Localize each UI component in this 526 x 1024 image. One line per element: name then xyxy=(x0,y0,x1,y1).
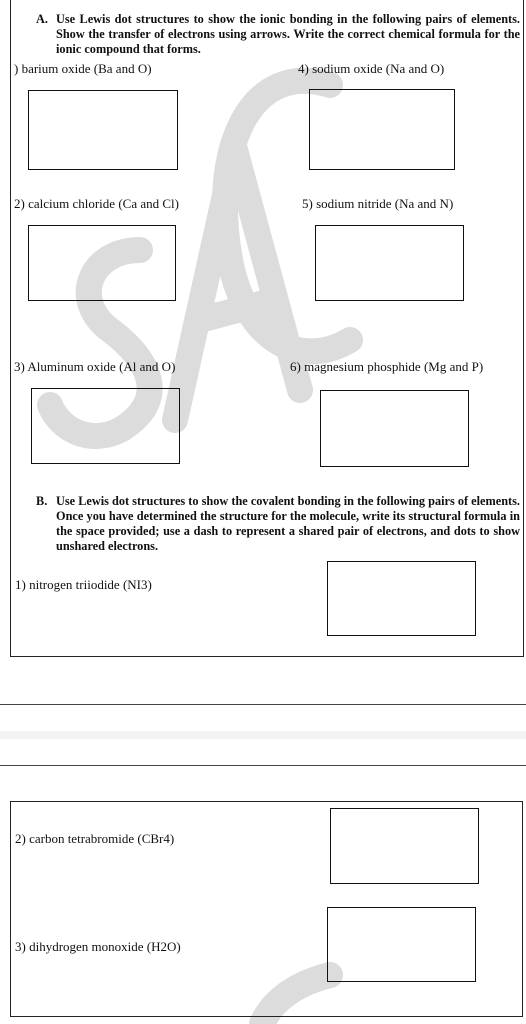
item-magnesium-phosphide-label: 6) magnesium phosphide (Mg and P) xyxy=(290,359,484,374)
section-a-instruction xyxy=(36,12,520,57)
section-b-text: Use Lewis dot structures to show the covalent bonding in the following pairs of elements. Once you have determined the structure for the molecule, write its structural formula in the space provided; use a dash to represent a shared pair of electrons, and dots to show unshared electrons. xyxy=(56,494,520,553)
page-gap xyxy=(0,731,526,739)
section-b-letter: B. xyxy=(36,494,48,508)
section-a-text: Use Lewis dot structures to show the ionic bonding in the following pairs of elements. Show the transfer of electrons using arrows. Write the correct chemical formula for the ionic compound that forms. xyxy=(56,12,520,56)
answer-box-dihydrogen-monoxide[interactable] xyxy=(327,907,476,982)
page-separator-bottom xyxy=(0,765,526,766)
item-aluminum-oxide-label: 3) Aluminum oxide (Al and O) xyxy=(14,359,176,374)
item-carbon-tetrabromide-label: 2) carbon tetrabromide (CBr4) xyxy=(15,831,175,846)
item-barium-oxide-label: ) barium oxide (Ba and O) xyxy=(14,61,152,76)
answer-box-sodium-oxide[interactable] xyxy=(309,89,455,170)
item-sodium-oxide-label: 4) sodium oxide (Na and O) xyxy=(298,61,445,76)
item-nitrogen-triiodide-label: 1) nitrogen triiodide (NI3) xyxy=(15,577,152,592)
answer-box-sodium-nitride[interactable] xyxy=(315,225,464,301)
answer-box-magnesium-phosphide[interactable] xyxy=(320,390,469,467)
section-b-instruction xyxy=(36,494,520,554)
answer-box-barium-oxide[interactable] xyxy=(28,90,178,170)
section-a-letter: A. xyxy=(36,12,48,26)
answer-box-aluminum-oxide[interactable] xyxy=(31,388,180,464)
page-separator-top xyxy=(0,704,526,705)
answer-box-nitrogen-triiodide[interactable] xyxy=(327,561,476,636)
item-dihydrogen-monoxide-label: 3) dihydrogen monoxide (H2O) xyxy=(15,939,181,954)
answer-box-calcium-chloride[interactable] xyxy=(28,225,176,301)
item-calcium-chloride-label: 2) calcium chloride (Ca and Cl) xyxy=(14,196,179,211)
answer-box-carbon-tetrabromide[interactable] xyxy=(330,808,479,884)
item-sodium-nitride-label: 5) sodium nitride (Na and N) xyxy=(302,196,454,211)
